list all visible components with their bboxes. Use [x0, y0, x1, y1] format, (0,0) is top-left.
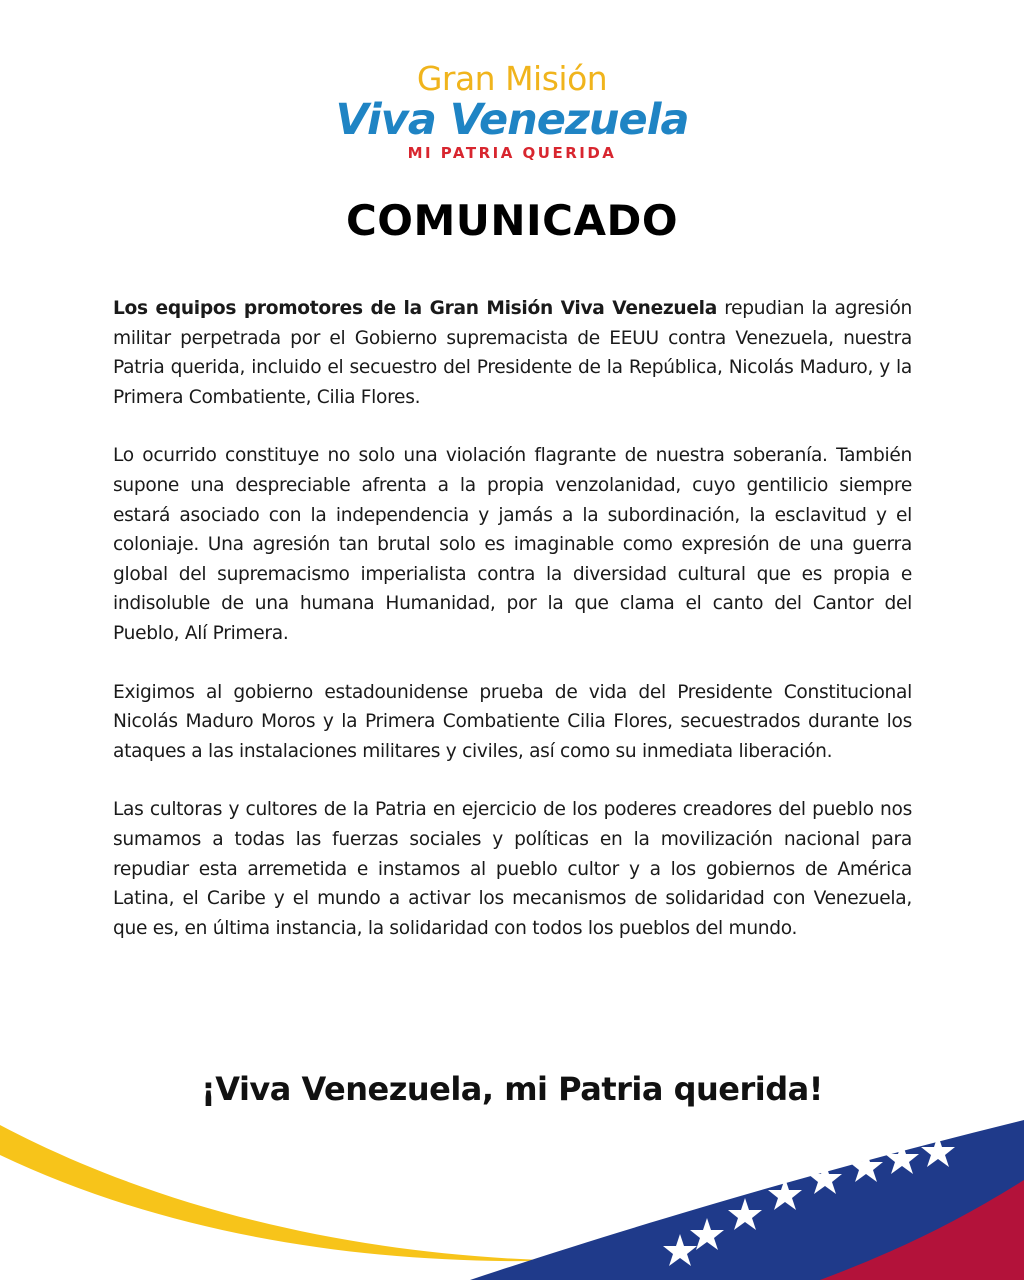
paragraph-4: Las cultoras y cultores de la Patria en ejercicio de los poderes creadores del pueblo nos sumamos a todas las fuerzas sociales y políticas en la movilización nacional para repudiar esta arremetida e instamos al pueblo cultor y a los gobiernos de América Latina, el Caribe y el mundo a activar los mecanismos de solidaridad con Venezuela, que es, en última instancia, la solidaridad con todos los pueblos del mundo.	[113, 799, 912, 939]
document-body	[113, 294, 912, 972]
paragraph-2: Lo ocurrido constituye no solo una violación flagrante de nuestra soberanía. También supone una despreciable afrenta a la propia venzolanidad, cuyo gentilicio siempre estará asociado con la independencia y jamás a la subordinación, la esclavitud y el coloniaje. Una agresión tan brutal solo es imaginable como expresión de una guerra global del supremacismo imperialista contra la diversidad cultural que es propia e indisoluble de una humana Humanidad, por la que clama el canto del Cantor del Pueblo, Alí Primera.	[113, 445, 912, 644]
logo-line-gran-mision: Gran Misión	[416, 59, 608, 98]
logo-line-viva-venezuela: Viva Venezuela	[335, 95, 689, 145]
venezuela-flag-decoration	[0, 1100, 1024, 1280]
document-title: COMUNICADO	[345, 196, 679, 245]
logo	[0, 60, 1024, 164]
paragraph-1-bold: Los equipos promotores de la Gran Misión Viva Venezuela	[113, 298, 718, 319]
paragraph-1	[113, 294, 912, 412]
paragraph-3: Exigimos al gobierno estadounidense prueba de vida del Presidente Constitucional Nicolás Maduro Moros y la Primera Combatiente Cilia Flores, secuestrados durante los ataques a las instalaciones militares y civiles, así como su inmediata liberación.	[113, 681, 912, 762]
closing-slogan: ¡Viva Venezuela, mi Patria querida!	[201, 1070, 823, 1108]
logo-line-mi-patria-querida: MI PATRIA QUERIDA	[407, 144, 617, 162]
paragraph-1-text: repudian la agresión militar perpetrada por el Gobierno supremacista de EEUU contra Venezuela, nuestra Patria querida, incluido el secuestro del Presidente de la República, Nicolás Maduro, y la Primera Combatiente, Cilia Flores.	[113, 298, 912, 408]
